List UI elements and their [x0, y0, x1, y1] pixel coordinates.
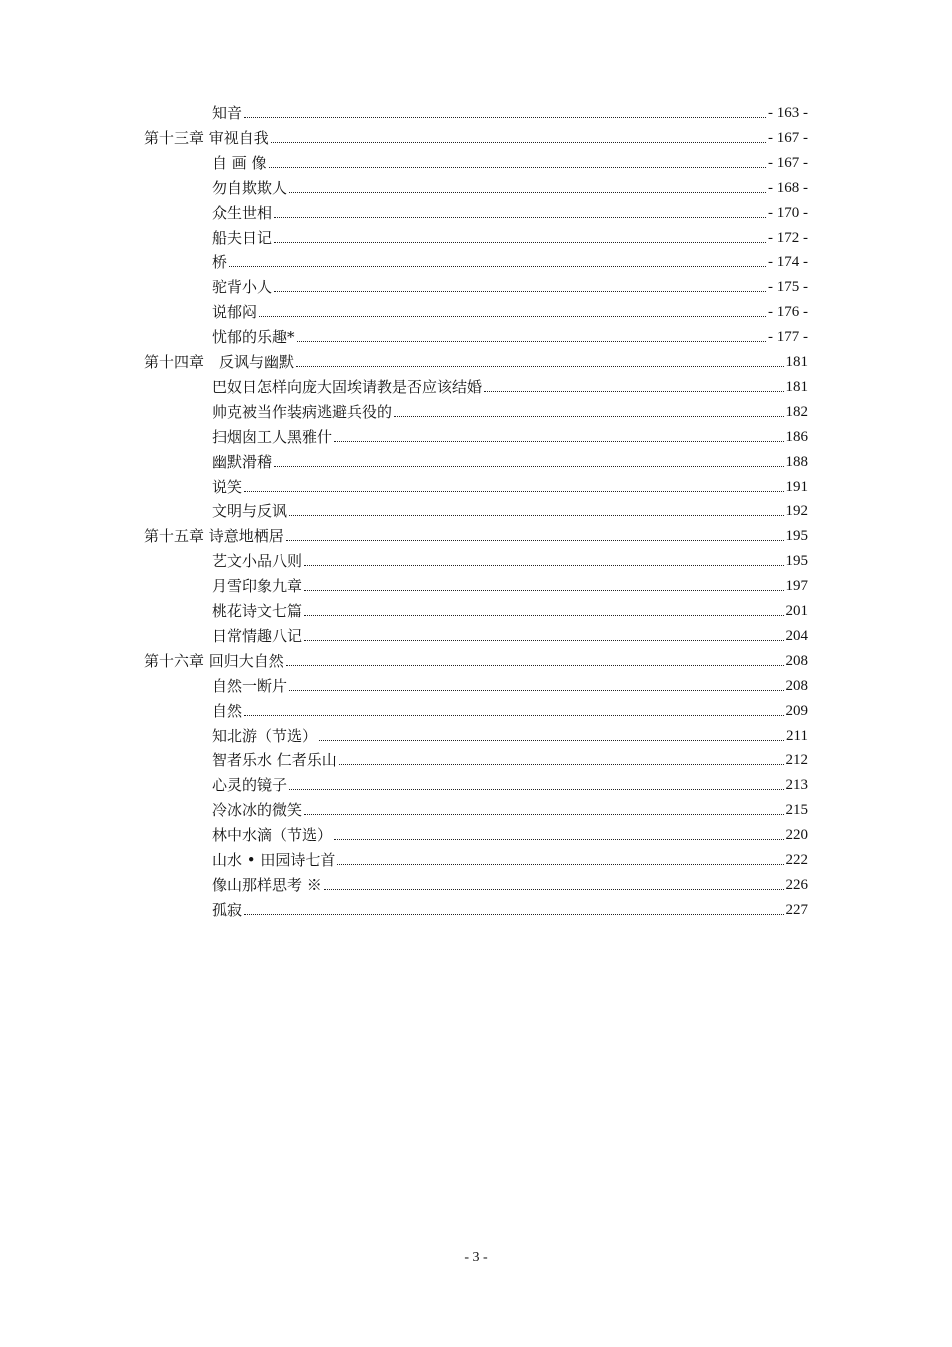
dot-leader: [484, 391, 783, 392]
toc-entry-title: 知音: [212, 104, 243, 122]
dot-leader: [244, 491, 783, 492]
toc-section-entry: [212, 725, 808, 747]
toc-section-entry: [212, 152, 808, 174]
toc-entry-page: - 167 -: [768, 154, 808, 171]
toc-entry-title: 心灵的镜子: [212, 776, 288, 795]
toc-entry-page: - 163 -: [768, 105, 808, 121]
dot-leader: [244, 715, 783, 716]
toc-entry-title: 知北游（节选）: [212, 726, 318, 745]
toc-entry-title: 忧郁的乐趣*: [212, 328, 295, 347]
toc-entry-page: 197: [785, 578, 808, 595]
toc-entry-page: - 167 -: [768, 129, 808, 146]
toc-entry-page: 208: [785, 677, 808, 694]
toc-entry-title: 说郁闷: [212, 303, 258, 322]
toc-section-entry: [212, 426, 808, 448]
toc-section-entry: [212, 301, 808, 323]
toc-entry-title: 幽默滑稽: [212, 452, 273, 471]
toc-section-entry: [212, 251, 808, 273]
toc-entry-title: 巴奴日怎样向庞大固埃请教是否应该结婚: [212, 377, 483, 396]
toc-chapter-entry: [144, 127, 808, 149]
toc-entry-page: 186: [785, 428, 808, 445]
toc-entry-page: 212: [785, 752, 808, 769]
toc-chapter-entry: [144, 351, 808, 373]
dot-leader: [394, 416, 783, 417]
toc-entry-page: 227: [785, 901, 808, 918]
toc-entry-title: 第十四章 反讽与幽默: [144, 353, 295, 371]
toc-section-entry: [212, 227, 808, 249]
toc-entry-title: 林中水滴（节选）: [212, 826, 333, 845]
toc-entry-page: - 170 -: [768, 204, 808, 221]
dot-leader: [229, 266, 766, 267]
dot-leader: [259, 316, 766, 317]
dot-leader: [274, 291, 766, 292]
dot-leader: [324, 889, 784, 890]
dot-leader: [271, 142, 766, 143]
dot-leader: [304, 814, 783, 815]
toc-entry-page: 209: [785, 702, 808, 719]
toc-entry-title: 勿自欺欺人: [212, 178, 288, 197]
toc-chapter-entry: [144, 650, 808, 672]
dot-leader: [286, 540, 784, 541]
toc-entry-title: 月雪印象九章: [212, 577, 303, 596]
toc-entry-page: 213: [785, 777, 808, 794]
toc-entry-page: - 176 -: [768, 304, 808, 321]
toc-section-entry: [212, 376, 808, 398]
toc-entry-page: 204: [785, 627, 808, 644]
toc-entry-title: 驼背小人: [212, 278, 273, 297]
toc-entry-title: 自然: [212, 701, 243, 720]
dot-leader: [334, 441, 783, 442]
toc-section-entry: [212, 202, 808, 224]
toc-section-entry: [212, 700, 808, 722]
toc-entry-title: 众生世相: [212, 203, 273, 222]
toc-section-entry: [212, 749, 808, 771]
dot-leader: [319, 740, 784, 741]
dot-leader: [274, 217, 766, 218]
toc-entry-title: 第十六章 回归大自然: [144, 651, 284, 670]
toc-entry-title: 日常情趣八记: [212, 626, 303, 645]
toc-entry-page: 181: [785, 378, 808, 395]
toc-section-entry: [212, 625, 808, 647]
dot-leader: [337, 864, 783, 865]
toc-entry-title: 智者乐水 仁者乐山: [212, 751, 337, 770]
toc-entry-page: 211: [786, 727, 808, 744]
toc-section-entry: [212, 849, 808, 871]
toc-section-entry: [212, 476, 808, 498]
toc-entry-title: 自 画 像: [212, 153, 267, 172]
toc-entry-title: 桥: [212, 253, 228, 272]
toc-section-entry: [212, 799, 808, 821]
dot-leader: [244, 117, 766, 118]
toc-section-entry: [212, 575, 808, 597]
toc-entry-title: 山水 • 田园诗七首: [212, 851, 336, 869]
dot-leader: [304, 615, 783, 616]
dot-leader: [304, 590, 783, 591]
toc-section-entry: [212, 874, 808, 896]
toc-entry-title: 冷冰冰的微笑: [212, 801, 303, 820]
toc-section-entry: [212, 102, 808, 124]
toc-entry-page: - 168 -: [768, 179, 808, 196]
toc-section-entry: [212, 326, 808, 348]
dot-leader: [296, 366, 783, 367]
dot-leader: [274, 242, 766, 243]
toc-section-entry: [212, 600, 808, 622]
toc-entry-title: 桃花诗文七篇: [212, 602, 303, 620]
dot-leader: [304, 640, 783, 641]
toc-entry-title: 扫烟囱工人黑雅什: [212, 427, 333, 446]
toc-entry-title: 孤寂: [212, 900, 243, 919]
toc-section-entry: [212, 550, 808, 572]
toc-entry-title: 自然一断片: [212, 676, 288, 695]
toc-entry-page: 191: [785, 478, 808, 495]
dot-leader: [304, 565, 783, 566]
dot-leader: [289, 192, 766, 193]
toc-section-entry: [212, 500, 808, 522]
dot-leader: [244, 914, 783, 915]
toc-entry-title: 第十三章 审视自我: [144, 128, 269, 147]
toc-entry-title: 像山那样思考 ※: [212, 875, 322, 894]
dot-leader: [289, 690, 783, 691]
toc-section-entry: [212, 451, 808, 473]
toc-entry-title: 艺文小品八则: [212, 552, 303, 571]
toc-entry-title: 第十五章 诗意地栖居: [144, 527, 284, 546]
toc-entry-title: 文明与反讽: [212, 502, 288, 521]
toc-entry-page: 181: [785, 354, 808, 370]
toc-section-entry: [212, 774, 808, 796]
toc-entry-page: 195: [785, 528, 808, 545]
dot-leader: [297, 341, 766, 342]
toc-section-entry: [212, 899, 808, 921]
toc-entry-title: 说笑: [212, 477, 243, 496]
toc-entry-title: 船夫日记: [212, 228, 273, 247]
toc-section-entry: [212, 401, 808, 423]
dot-leader: [286, 665, 784, 666]
toc-entry-page: - 172 -: [768, 229, 808, 246]
toc-entry-page: - 177 -: [768, 329, 808, 346]
toc-section-entry: [212, 824, 808, 846]
toc-section-entry: [212, 675, 808, 697]
toc-entry-page: 195: [785, 553, 808, 570]
toc-section-entry: [212, 177, 808, 199]
toc-entry-page: 188: [785, 453, 808, 470]
toc-entry-page: - 174 -: [768, 254, 808, 271]
toc-entry-page: 222: [785, 852, 808, 868]
toc-entry-page: 215: [785, 802, 808, 819]
toc-entry-page: 192: [785, 503, 808, 520]
toc-entry-title: 帅克被当作装病逃避兵役的: [212, 402, 393, 421]
dot-leader: [339, 764, 784, 765]
toc-chapter-entry: [144, 525, 808, 547]
dot-leader: [269, 167, 766, 168]
toc-entry-page: 220: [785, 827, 808, 844]
toc-entry-page: 226: [785, 876, 808, 893]
toc-entry-page: - 175 -: [768, 279, 808, 296]
dot-leader: [274, 466, 783, 467]
toc-entry-page: 182: [785, 403, 808, 420]
toc-entry-page: 208: [785, 652, 808, 669]
toc-section-entry: [212, 276, 808, 298]
toc-entry-page: 201: [785, 603, 808, 619]
dot-leader: [289, 515, 783, 516]
dot-leader: [334, 839, 783, 840]
dot-leader: [289, 789, 783, 790]
page-number: - 3 -: [464, 1250, 488, 1265]
